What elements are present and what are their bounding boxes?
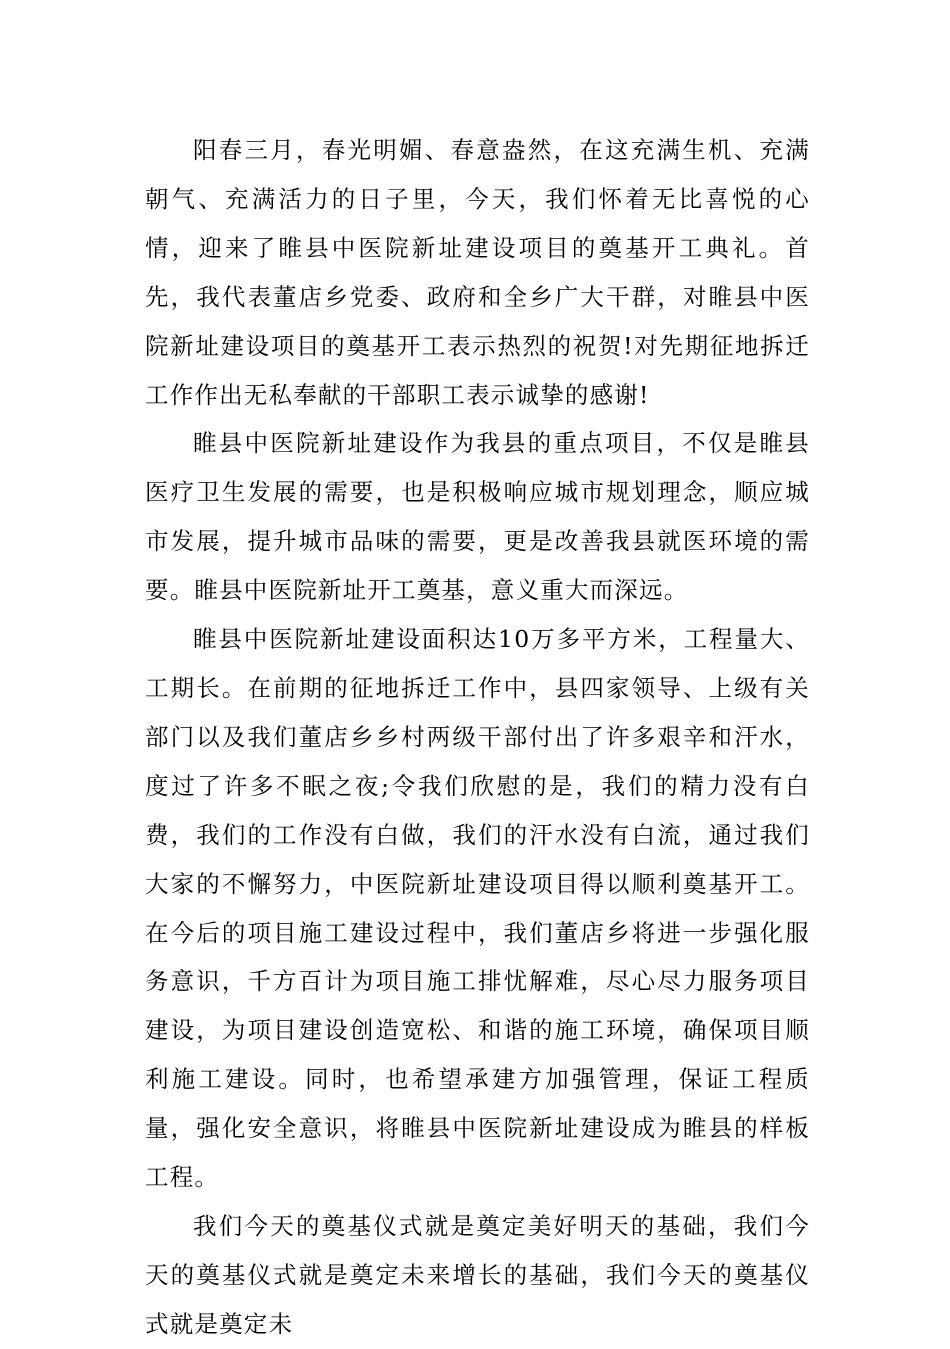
paragraph-3: 睢县中医院新址建设面积达10万多平方米，工程量大、工期长。在前期的征地拆迁工作中，县四家领导、上级有关部门以及我们董店乡乡村两级干部付出了许多艰辛和汗水，度过了许多不眠之夜;令我们欣慰的是，我们的精力没有白费，我们的工作没有白做，我们的汗水没有白流，通过我们大家的不懈努力，中医院新址建设项目得以顺利奠基开工。在今后的项目施工建设过程中，我们董店乡将进一步强化服务意识，千方百计为项目施工排忧解难，尽心尽力服务项目建设，为项目建设创造宽松、和谐的施工环境，确保项目顺利施工建设。同时，也希望承建方加强管理，保证工程质量，强化安全意识，将睢县中医院新址建设成为睢县的样板工程。 xyxy=(145,625,810,1192)
paragraph-2: 睢县中医院新址建设作为我县的重点项目，不仅是睢县医疗卫生发展的需要，也是积极响应城市规划理念，顺应城市发展，提升城市品味的需要，更是改善我县就医环境的需要。睢县中医院新址开工奠基，意义重大而深远。 xyxy=(145,429,810,605)
paragraph-4: 我们今天的奠基仪式就是奠定美好明天的基础，我们今天的奠基仪式就是奠定未来增长的基础，我们今天的奠基仪式就是奠定未 xyxy=(145,1211,810,1338)
document-body xyxy=(145,126,810,1349)
paragraph-1: 阳春三月，春光明媚、春意盎然，在这充满生机、充满朝气、充满活力的日子里，今天，我们怀着无比喜悦的心情，迎来了睢县中医院新址建设项目的奠基开工典礼。首先，我代表董店乡党委、政府和全乡广大干群，对睢县中医院新址建设项目的奠基开工表示热烈的祝贺!对先期征地拆迁工作作出无私奉献的干部职工表示诚挚的感谢! xyxy=(145,136,810,409)
